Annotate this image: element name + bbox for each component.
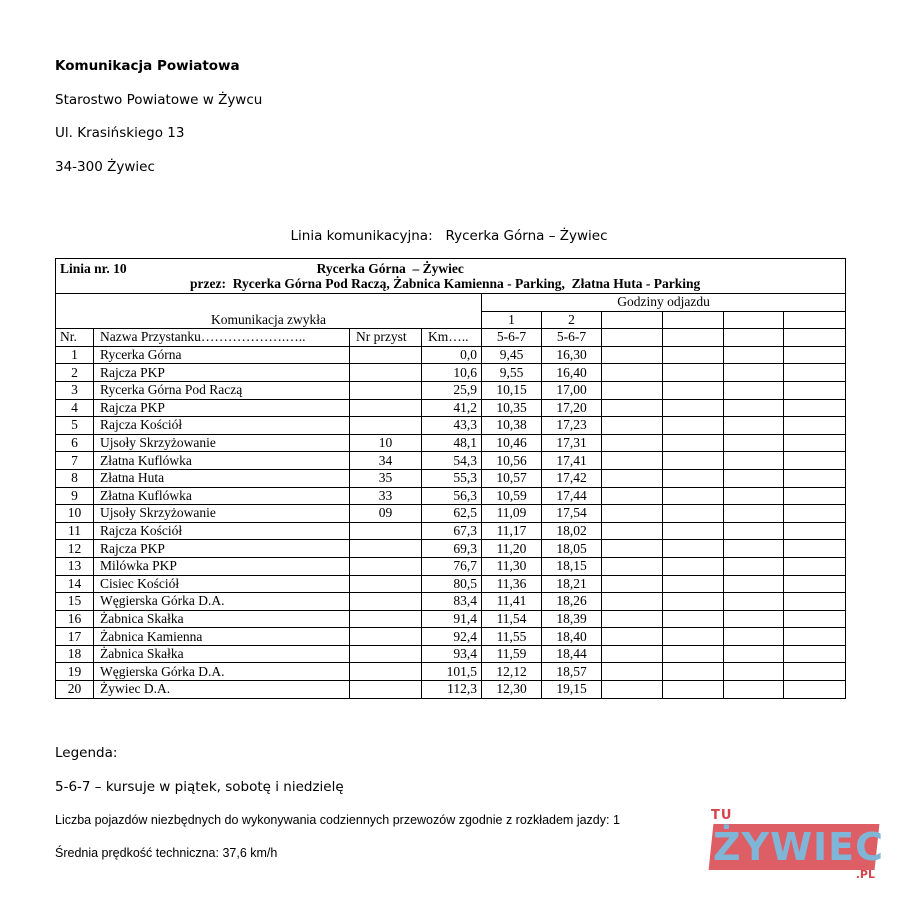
distance-km: 101,5 — [422, 663, 482, 681]
empty-cell — [724, 505, 784, 523]
stop-name: Rajcza PKP — [94, 540, 350, 558]
distance-km: 43,3 — [422, 417, 482, 435]
empty-cell — [663, 645, 724, 663]
row-number: 17 — [56, 628, 94, 646]
table-row — [56, 575, 846, 593]
stop-number — [350, 575, 422, 593]
departure-time: 11,55 — [482, 628, 542, 646]
empty-cell — [663, 522, 724, 540]
departures-header: Godziny odjazdu — [482, 294, 846, 312]
empty-cell — [784, 381, 846, 399]
route-name: Rycerka Górna – Żywiec — [316, 261, 464, 276]
stop-number: 35 — [350, 469, 422, 487]
empty-cell — [663, 505, 724, 523]
street-address: Ul. Krasińskiego 13 — [55, 125, 185, 141]
empty-cell — [784, 346, 846, 364]
legend-entry: 5-6-7 – kursuje w piątek, sobotę i niedzielę — [55, 779, 344, 795]
empty-cell — [724, 645, 784, 663]
empty-cell — [784, 610, 846, 628]
departure-time: 17,42 — [542, 469, 602, 487]
empty-cell — [602, 399, 663, 417]
empty-cell — [602, 681, 663, 699]
row-number: 3 — [56, 381, 94, 399]
empty-cell — [663, 346, 724, 364]
stop-number — [350, 628, 422, 646]
table-row — [56, 487, 846, 505]
table-row — [56, 381, 846, 399]
row-number: 7 — [56, 452, 94, 470]
empty-cell — [784, 540, 846, 558]
stop-name: Rycerka Górna Pod Raczą — [94, 381, 350, 399]
empty-cell — [602, 540, 663, 558]
stop-name: Żabnica Skałka — [94, 645, 350, 663]
stop-number — [350, 417, 422, 435]
speed-note: Średnia prędkość techniczna: 37,6 km/h — [55, 846, 278, 860]
departure-time: 12,30 — [482, 681, 542, 699]
empty-cell — [724, 399, 784, 417]
departure-time: 18,05 — [542, 540, 602, 558]
empty-cell — [784, 628, 846, 646]
course-days: 5-6-7 — [482, 329, 542, 347]
empty-cell — [724, 346, 784, 364]
table-row — [56, 469, 846, 487]
departure-time: 17,23 — [542, 417, 602, 435]
empty-cell — [724, 540, 784, 558]
empty-cell — [663, 487, 724, 505]
departure-time: 9,55 — [482, 364, 542, 382]
stop-number — [350, 663, 422, 681]
empty-cell — [784, 522, 846, 540]
distance-km: 93,4 — [422, 645, 482, 663]
distance-km: 62,5 — [422, 505, 482, 523]
table-row — [56, 540, 846, 558]
empty-cell — [663, 311, 724, 329]
stop-name: Ujsoły Skrzyżowanie — [94, 434, 350, 452]
empty-cell — [602, 346, 663, 364]
empty-cell — [724, 417, 784, 435]
departure-time: 18,21 — [542, 575, 602, 593]
departure-time: 18,40 — [542, 628, 602, 646]
empty-cell — [602, 522, 663, 540]
row-number: 18 — [56, 645, 94, 663]
logo-name: ŻYWIEC — [713, 825, 884, 869]
table-row — [56, 417, 846, 435]
stop-number: 09 — [350, 505, 422, 523]
site-logo — [709, 808, 884, 886]
empty-cell — [602, 610, 663, 628]
distance-km: 41,2 — [422, 399, 482, 417]
empty-cell — [724, 575, 784, 593]
departure-time: 17,41 — [542, 452, 602, 470]
stop-name: Złatna Kuflówka — [94, 452, 350, 470]
empty-cell — [724, 593, 784, 611]
empty-cell — [602, 593, 663, 611]
row-number: 19 — [56, 663, 94, 681]
empty-cell — [602, 434, 663, 452]
logo-prefix: TU — [711, 808, 733, 823]
empty-cell — [724, 329, 784, 347]
stop-name: Węgierska Górka D.A. — [94, 663, 350, 681]
stop-number — [350, 610, 422, 628]
stop-name: Rajcza PKP — [94, 364, 350, 382]
distance-km: 69,3 — [422, 540, 482, 558]
row-number: 8 — [56, 469, 94, 487]
stop-number: 10 — [350, 434, 422, 452]
timetable-title — [56, 259, 846, 294]
empty-cell — [784, 681, 846, 699]
empty-cell — [602, 381, 663, 399]
course-number: 2 — [542, 311, 602, 329]
empty-cell — [663, 381, 724, 399]
departure-time: 11,59 — [482, 645, 542, 663]
course-number: 1 — [482, 311, 542, 329]
departure-time: 16,30 — [542, 346, 602, 364]
stop-name: Żabnica Skałka — [94, 610, 350, 628]
table-row — [56, 364, 846, 382]
departure-time: 17,44 — [542, 487, 602, 505]
line-label: Linia komunikacyjna: Rycerka Górna – Żywiec — [290, 228, 608, 244]
empty-cell — [663, 663, 724, 681]
empty-cell — [602, 311, 663, 329]
departure-time: 11,09 — [482, 505, 542, 523]
empty-cell — [784, 417, 846, 435]
empty-cell — [784, 487, 846, 505]
empty-cell — [663, 610, 724, 628]
city-address: 34-300 Żywiec — [55, 159, 155, 175]
stop-name: Rycerka Górna — [94, 346, 350, 364]
distance-km: 80,5 — [422, 575, 482, 593]
row-number: 10 — [56, 505, 94, 523]
departure-time: 10,15 — [482, 381, 542, 399]
empty-cell — [663, 434, 724, 452]
empty-cell — [784, 469, 846, 487]
office-name: Starostwo Powiatowe w Żywcu — [55, 92, 263, 108]
empty-cell — [663, 417, 724, 435]
empty-cell — [724, 381, 784, 399]
stop-number — [350, 645, 422, 663]
row-number: 4 — [56, 399, 94, 417]
service-type: Komunikacja zwykła — [56, 294, 482, 329]
empty-cell — [602, 575, 663, 593]
row-number: 15 — [56, 593, 94, 611]
departure-time: 17,31 — [542, 434, 602, 452]
distance-km: 54,3 — [422, 452, 482, 470]
departure-time: 11,17 — [482, 522, 542, 540]
timetable — [55, 258, 846, 699]
empty-cell — [602, 469, 663, 487]
empty-cell — [784, 329, 846, 347]
stop-name: Rajcza Kościół — [94, 522, 350, 540]
stop-number — [350, 522, 422, 540]
legend-title: Legenda: — [55, 745, 118, 761]
distance-km: 67,3 — [422, 522, 482, 540]
stop-number — [350, 593, 422, 611]
table-row — [56, 522, 846, 540]
empty-cell — [602, 663, 663, 681]
distance-km: 112,3 — [422, 681, 482, 699]
org-name: Komunikacja Powiatowa — [55, 58, 240, 74]
empty-cell — [663, 399, 724, 417]
departure-time: 17,54 — [542, 505, 602, 523]
empty-cell — [724, 364, 784, 382]
table-row — [56, 452, 846, 470]
empty-cell — [602, 645, 663, 663]
stop-name: Węgierska Górka D.A. — [94, 593, 350, 611]
distance-km: 0,0 — [422, 346, 482, 364]
empty-cell — [784, 663, 846, 681]
table-row — [56, 645, 846, 663]
empty-cell — [602, 452, 663, 470]
stop-number — [350, 681, 422, 699]
departure-time: 18,39 — [542, 610, 602, 628]
table-row — [56, 505, 846, 523]
empty-cell — [784, 505, 846, 523]
stop-number — [350, 557, 422, 575]
distance-km: 25,9 — [422, 381, 482, 399]
stop-name: Cisiec Kościół — [94, 575, 350, 593]
empty-cell — [724, 557, 784, 575]
empty-cell — [602, 487, 663, 505]
empty-cell — [663, 452, 724, 470]
empty-cell — [724, 452, 784, 470]
route-via: przez: Rycerka Górna Pod Raczą, Żabnica Kamienna - Parking, Złatna Huta - Parking — [190, 276, 701, 291]
distance-km: 76,7 — [422, 557, 482, 575]
departure-time: 19,15 — [542, 681, 602, 699]
empty-cell — [602, 329, 663, 347]
empty-cell — [602, 364, 663, 382]
stop-name: Rajcza Kościół — [94, 417, 350, 435]
row-number: 20 — [56, 681, 94, 699]
stop-name: Żywiec D.A. — [94, 681, 350, 699]
line-number: Linia nr. 10 — [60, 261, 127, 276]
row-number: 11 — [56, 522, 94, 540]
row-number: 16 — [56, 610, 94, 628]
departure-time: 11,20 — [482, 540, 542, 558]
col-header-stop: Nazwa Przystanku……………….….. — [94, 329, 350, 347]
stop-number — [350, 346, 422, 364]
row-number: 14 — [56, 575, 94, 593]
stop-name: Złatna Kuflówka — [94, 487, 350, 505]
distance-km: 10,6 — [422, 364, 482, 382]
empty-cell — [784, 452, 846, 470]
empty-cell — [784, 557, 846, 575]
departure-time: 10,46 — [482, 434, 542, 452]
departure-time: 11,30 — [482, 557, 542, 575]
stop-name: Milówka PKP — [94, 557, 350, 575]
stop-number — [350, 540, 422, 558]
col-header-nr: Nr. — [56, 329, 94, 347]
empty-cell — [663, 628, 724, 646]
row-number: 1 — [56, 346, 94, 364]
empty-cell — [784, 434, 846, 452]
row-number: 12 — [56, 540, 94, 558]
row-number: 2 — [56, 364, 94, 382]
stop-name: Żabnica Kamienna — [94, 628, 350, 646]
empty-cell — [784, 399, 846, 417]
table-row — [56, 399, 846, 417]
row-number: 13 — [56, 557, 94, 575]
empty-cell — [663, 575, 724, 593]
empty-cell — [724, 628, 784, 646]
empty-cell — [724, 469, 784, 487]
stop-name: Rajcza PKP — [94, 399, 350, 417]
departure-time: 10,35 — [482, 399, 542, 417]
departure-time: 10,56 — [482, 452, 542, 470]
distance-km: 55,3 — [422, 469, 482, 487]
table-row — [56, 663, 846, 681]
departure-time: 10,38 — [482, 417, 542, 435]
stop-name: Złatna Huta — [94, 469, 350, 487]
logo-suffix: .PL — [855, 868, 875, 881]
distance-km: 56,3 — [422, 487, 482, 505]
departure-time: 9,45 — [482, 346, 542, 364]
empty-cell — [663, 540, 724, 558]
row-number: 9 — [56, 487, 94, 505]
row-number: 6 — [56, 434, 94, 452]
column-header-row — [56, 329, 846, 347]
departure-time: 11,36 — [482, 575, 542, 593]
empty-cell — [724, 610, 784, 628]
departure-time: 10,57 — [482, 469, 542, 487]
empty-cell — [602, 417, 663, 435]
departure-time: 16,40 — [542, 364, 602, 382]
empty-cell — [602, 505, 663, 523]
departure-time: 11,41 — [482, 593, 542, 611]
course-days: 5-6-7 — [542, 329, 602, 347]
empty-cell — [724, 681, 784, 699]
empty-cell — [784, 311, 846, 329]
empty-cell — [724, 663, 784, 681]
stop-number — [350, 364, 422, 382]
empty-cell — [602, 557, 663, 575]
stop-name: Ujsoły Skrzyżowanie — [94, 505, 350, 523]
empty-cell — [663, 593, 724, 611]
empty-cell — [724, 311, 784, 329]
table-row — [56, 610, 846, 628]
stop-number: 33 — [350, 487, 422, 505]
empty-cell — [663, 469, 724, 487]
empty-cell — [784, 593, 846, 611]
departure-time: 17,20 — [542, 399, 602, 417]
empty-cell — [784, 364, 846, 382]
distance-km: 92,4 — [422, 628, 482, 646]
table-row — [56, 628, 846, 646]
empty-cell — [602, 628, 663, 646]
vehicles-note: Liczba pojazdów niezbędnych do wykonywania codziennych przewozów zgodnie z rozkładem jazdy: 1 — [55, 813, 620, 827]
table-row — [56, 681, 846, 699]
empty-cell — [724, 434, 784, 452]
empty-cell — [663, 329, 724, 347]
empty-cell — [663, 557, 724, 575]
departure-time: 18,57 — [542, 663, 602, 681]
departure-time: 18,02 — [542, 522, 602, 540]
stop-number: 34 — [350, 452, 422, 470]
col-header-stop-no: Nr przyst — [350, 329, 422, 347]
distance-km: 48,1 — [422, 434, 482, 452]
table-row — [56, 434, 846, 452]
empty-cell — [784, 645, 846, 663]
departure-time: 11,54 — [482, 610, 542, 628]
departure-time: 18,15 — [542, 557, 602, 575]
departure-time: 18,44 — [542, 645, 602, 663]
col-header-km: Km….. — [422, 329, 482, 347]
departure-time: 12,12 — [482, 663, 542, 681]
table-row — [56, 593, 846, 611]
table-row — [56, 346, 846, 364]
departure-time: 18,26 — [542, 593, 602, 611]
row-number: 5 — [56, 417, 94, 435]
table-row — [56, 557, 846, 575]
empty-cell — [663, 681, 724, 699]
distance-km: 83,4 — [422, 593, 482, 611]
empty-cell — [663, 364, 724, 382]
departure-time: 17,00 — [542, 381, 602, 399]
distance-km: 91,4 — [422, 610, 482, 628]
empty-cell — [784, 575, 846, 593]
empty-cell — [724, 522, 784, 540]
departure-time: 10,59 — [482, 487, 542, 505]
stop-number — [350, 399, 422, 417]
empty-cell — [724, 487, 784, 505]
stop-number — [350, 381, 422, 399]
